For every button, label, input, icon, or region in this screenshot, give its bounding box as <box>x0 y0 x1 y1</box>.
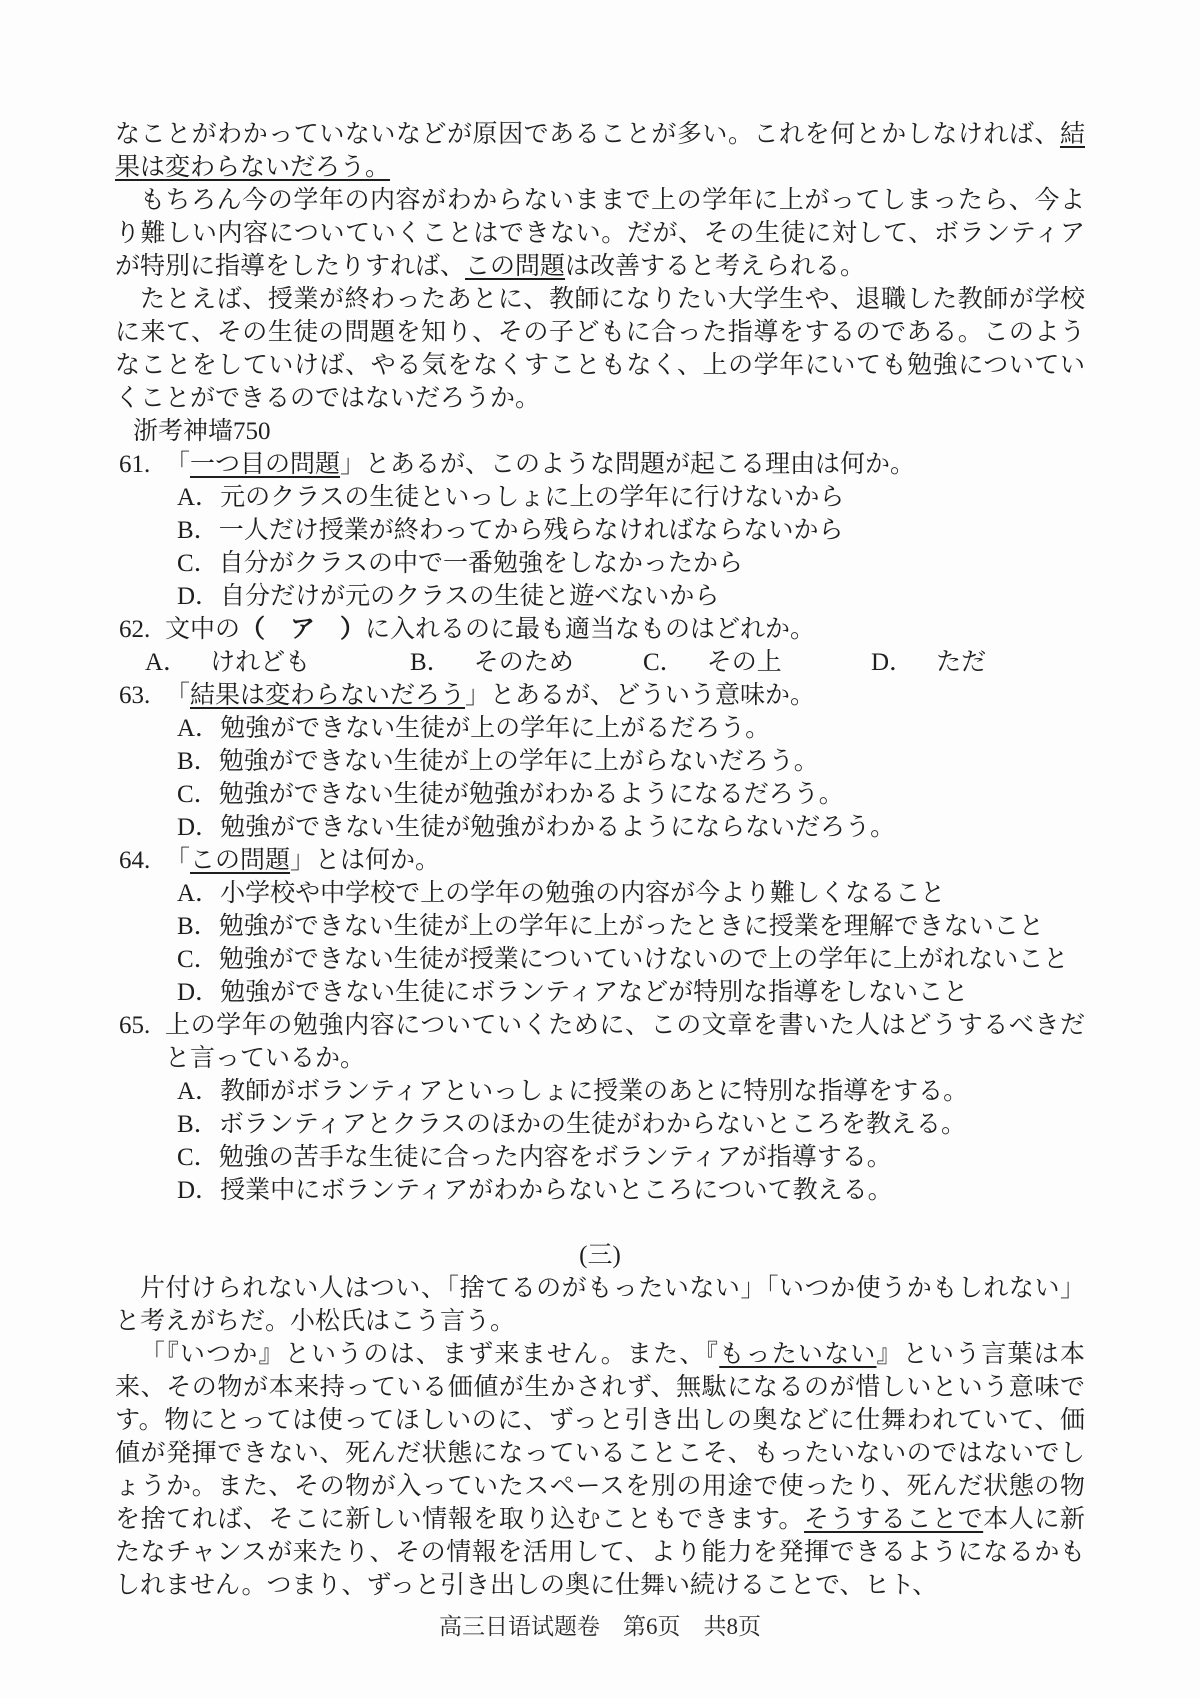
underlined-phrase: 結果は変わらないだろう。 <box>115 121 1085 181</box>
option-label: A． <box>145 649 189 676</box>
text-run: 」とは何か。 <box>290 847 441 874</box>
option-label: C． <box>177 1144 219 1171</box>
question-text <box>165 448 1085 481</box>
option-62-A <box>145 646 410 679</box>
section-three-header: (三) <box>579 1242 621 1269</box>
options-62 <box>145 646 1085 679</box>
text-run: 「 <box>165 451 191 478</box>
page-content <box>115 118 1085 1642</box>
underlined-phrase: 一つ目の問題 <box>190 451 341 478</box>
option-label: B． <box>177 748 219 775</box>
option-label: A． <box>177 484 221 511</box>
option-text: 教師がボランティアといっしょに授業のあとに特別な指導をする。 <box>220 1078 969 1105</box>
option-text: 勉強ができない生徒が上の学年に上がるだろう。 <box>220 715 771 742</box>
question-number: 61. <box>119 451 151 478</box>
watermark-text: 浙考神墙750 <box>133 418 271 445</box>
text-run: 上の学年の勉強内容についていくために、この文章を書いた人はどうするべきだと言っているか。 <box>165 1012 1085 1072</box>
option-61-C <box>177 547 1085 580</box>
question-text <box>165 1009 1085 1075</box>
text-run: 片付けられない人はつい、「捨てるのがもったいない」「いつか使うかもしれない」と考えがちだ。小松氏はこう言う。 <box>115 1275 1085 1335</box>
option-65-A <box>177 1075 1085 1108</box>
option-text: 一人だけ授業が終わってから残らなければならないから <box>218 517 844 544</box>
text-run: もちろん今の学年の内容がわからないままで上の学年に上がってしまったら、今より難しい内容についていくことはできない。だが、その生徒に対して、ボランティアが特別に指導をしたりすれば、 <box>115 187 1085 280</box>
option-label: A． <box>177 880 221 907</box>
passage-paragraph <box>115 1338 1085 1602</box>
option-64-C <box>177 943 1085 976</box>
options-64 <box>177 877 1085 1009</box>
underlined-phrase: この問題 <box>465 253 566 280</box>
option-63-D <box>177 811 1085 844</box>
passage-paragraph <box>115 1272 1085 1338</box>
text-run: 本人に新たなチャンスが来たり、その情報を活用して、より能力を発揮できるようになるかもしれません。つまり、ずっと引き出しの奥に仕舞い続けることで、ヒト、 <box>115 1506 1085 1599</box>
option-label: B． <box>177 517 219 544</box>
option-label: B． <box>410 649 452 676</box>
option-64-A <box>177 877 1085 910</box>
underlined-phrase: この問題 <box>190 847 291 874</box>
passage-paragraph <box>115 118 1085 184</box>
text-run: 」とあるが、このような問題が起こる理由は何か。 <box>340 451 916 478</box>
option-text: 勉強ができない生徒が授業についていけないので上の学年に上がれないこと <box>218 946 1069 973</box>
option-text: その上 <box>706 649 782 676</box>
text-run: に入れるのに最も適当なものはどれか。 <box>365 616 816 643</box>
text-run: 」とあるが、どういう意味か。 <box>465 682 816 709</box>
option-61-A <box>177 481 1085 514</box>
option-label: B． <box>177 913 219 940</box>
text-run: たとえば、授業が終わったあとに、教師になりたい大学生や、退職した教師が学校に来て、その生徒の問題を知り、その子どもに合った指導をするのである。このようなことをしていけば、やる気をなくすこともなく、上の学年にいても勉強についていくことができるのではないだろうか。 <box>115 286 1085 412</box>
question-text <box>165 844 1085 877</box>
option-text: 勉強の苦手な生徒に合った内容をボランティアが指導する。 <box>218 1144 892 1171</box>
page-footer: 高三日语试题卷 第6页 共8页 <box>439 1614 761 1639</box>
option-text: 授業中にボランティアがわからないところについて教える。 <box>220 1177 893 1204</box>
underlined-phrase: そうすることで <box>804 1506 984 1533</box>
option-65-B <box>177 1108 1085 1141</box>
option-65-D <box>177 1174 1085 1207</box>
option-label: D． <box>177 1177 221 1204</box>
question-number: 65. <box>119 1012 151 1039</box>
option-label: D． <box>177 583 221 610</box>
question-number: 64. <box>119 847 151 874</box>
option-63-C <box>177 778 1085 811</box>
option-label: D． <box>871 649 915 676</box>
text-run: 文中の <box>165 616 241 643</box>
option-text: 勉強ができない生徒が上の学年に上がったときに授業を理解できないこと <box>218 913 1044 940</box>
option-label: C． <box>177 946 219 973</box>
question-number: 62. <box>119 616 151 643</box>
option-label: B． <box>177 1111 219 1138</box>
option-62-B <box>410 646 643 679</box>
option-64-D <box>177 976 1085 1009</box>
question-65 <box>115 1009 1085 1207</box>
option-text: ボランティアとクラスのほかの生徒がわからないところを教える。 <box>218 1111 966 1138</box>
option-text: 勉強ができない生徒が上の学年に上がらないだろう。 <box>218 748 819 775</box>
passage-paragraph <box>115 283 1085 415</box>
text-run: 』という言葉は本来、その物が本来持っている価値が生かされず、無駄になるのが惜しいという意味です。物にとっては使ってほしいのに、ずっと引き出しの奥などに仕舞われていて、価値が発揮できない、死んだ状態になっていることこそ、もったいないのではないでしょうか。また、その物が入っていたスペースを別の用途で使ったり、死んだ状態の物を捨てれば、そこに新しい情報を取り込むこともできます。 <box>115 1341 1085 1533</box>
options-65 <box>177 1075 1085 1207</box>
question-stem <box>115 613 1085 646</box>
option-61-B <box>177 514 1085 547</box>
option-text: 勉強ができない生徒が勉強がわかるようになるだろう。 <box>218 781 844 808</box>
option-text: 自分がクラスの中で一番勉強をしなかったから <box>218 550 743 577</box>
passage-two <box>115 118 1085 415</box>
option-label: A． <box>177 1078 221 1105</box>
text-run: なことがわかっていないなどが原因であることが多い。これを何とかしなければ、 <box>115 121 1060 148</box>
passage-three <box>115 1272 1085 1602</box>
option-label: D． <box>177 979 221 1006</box>
question-text <box>165 679 1085 712</box>
option-text: 勉強ができない生徒が勉強がわかるようにならないだろう。 <box>220 814 896 841</box>
question-stem <box>115 844 1085 877</box>
question-61 <box>115 448 1085 613</box>
option-label: D． <box>177 814 221 841</box>
option-label: C． <box>177 550 219 577</box>
option-label: C． <box>177 781 219 808</box>
question-64 <box>115 844 1085 1009</box>
underlined-phrase: 結果は変わらないだろう <box>190 682 466 709</box>
option-64-B <box>177 910 1085 943</box>
option-text: 勉強ができない生徒にボランティアなどが特別な指導をしないこと <box>220 979 969 1006</box>
passage-paragraph <box>115 184 1085 283</box>
underlined-phrase: もったいない <box>719 1341 877 1368</box>
option-61-D <box>177 580 1085 613</box>
question-stem <box>115 679 1085 712</box>
option-text: ただ <box>936 649 987 676</box>
question-63 <box>115 679 1085 844</box>
option-65-C <box>177 1141 1085 1174</box>
text-run: は改善すると考えられる。 <box>565 253 866 280</box>
option-62-D <box>871 646 1085 679</box>
text-run: 「『いつか』というのは、まず来ません。また、『 <box>140 1341 720 1368</box>
option-63-B <box>177 745 1085 778</box>
question-62 <box>115 613 1085 679</box>
option-text: そのため <box>473 649 574 676</box>
question-stem <box>115 1009 1085 1075</box>
options-63 <box>177 712 1085 844</box>
option-63-A <box>177 712 1085 745</box>
question-stem <box>115 448 1085 481</box>
question-text <box>165 613 1085 646</box>
question-number: 63. <box>119 682 151 709</box>
options-61 <box>177 481 1085 613</box>
questions-section <box>115 448 1085 1207</box>
option-text: 元のクラスの生徒といっしょに上の学年に行けないから <box>220 484 845 511</box>
option-text: けれども <box>210 649 311 676</box>
text-run: 「 <box>165 847 191 874</box>
option-text: 自分だけが元のクラスの生徒と遊べないから <box>220 583 720 610</box>
text-run: （ ア ） <box>240 616 366 643</box>
text-run: 「 <box>165 682 191 709</box>
option-62-C <box>643 646 871 679</box>
option-label: A． <box>177 715 221 742</box>
option-text: 小学校や中学校で上の学年の勉強の内容が今より難しくなること <box>220 880 946 907</box>
option-label: C． <box>643 649 685 676</box>
